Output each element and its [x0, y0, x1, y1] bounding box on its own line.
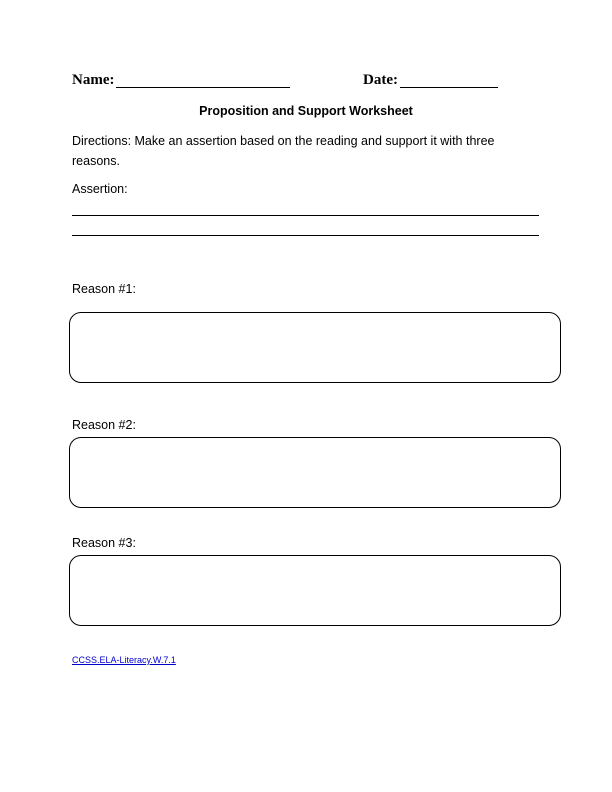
reason-2-box[interactable] — [69, 437, 561, 508]
reason-2-label: Reason #2: — [72, 418, 136, 432]
date-blank-line[interactable] — [400, 87, 498, 88]
reason-3-box[interactable] — [69, 555, 561, 626]
assertion-label: Assertion: — [72, 182, 128, 196]
assertion-line-2[interactable] — [72, 235, 539, 236]
reason-3-label: Reason #3: — [72, 536, 136, 550]
worksheet-title: Proposition and Support Worksheet — [199, 104, 413, 118]
name-blank-line[interactable] — [116, 87, 290, 88]
directions-text: Directions: Make an assertion based on the reading and support it with three reasons. — [72, 134, 495, 168]
header-row — [72, 72, 542, 92]
reason-1-label: Reason #1: — [72, 282, 136, 296]
standard-link[interactable]: CCSS.ELA-Literacy.W.7.1 — [72, 655, 176, 665]
name-label: Name: — [72, 72, 115, 88]
assertion-line-1[interactable] — [72, 215, 539, 216]
reason-1-box[interactable] — [69, 312, 561, 383]
date-label: Date: — [363, 72, 398, 88]
